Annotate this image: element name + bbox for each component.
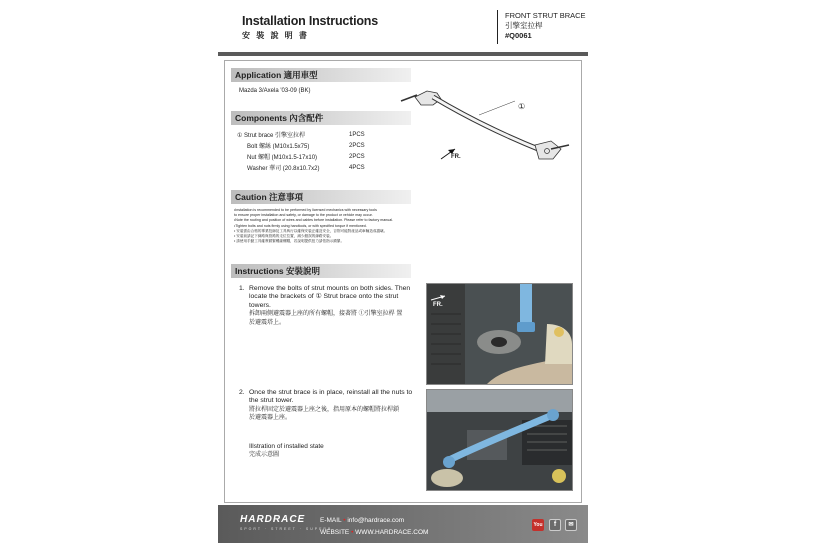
- strut-brace-diagram: [393, 75, 573, 175]
- brand-logo: HARDRACE: [240, 514, 306, 525]
- email-link[interactable]: info@hardrace.com: [347, 517, 405, 524]
- page-title: Installation Instructions: [242, 14, 378, 28]
- step-line: 將拉桿固定於避震器上座之後，指用原本的螺帽將拉桿鎖: [249, 406, 400, 413]
- brand-tagline: SPORT · STREET · SUPERB: [240, 527, 333, 531]
- website-label: WEBSITE: [320, 529, 350, 536]
- component-qty: 4PCS: [349, 165, 365, 171]
- caution-line: •Tighten bolts and nuts firmly using handtools, or with specified torque if mentioned.: [234, 223, 367, 228]
- step-line: the strut tower.: [249, 397, 294, 405]
- step-number: 1.: [239, 285, 245, 292]
- component-qty: 2PCS: [349, 143, 365, 149]
- part-number: #Q0061: [505, 31, 532, 40]
- step-line: 於避震塔上。: [249, 319, 286, 326]
- step-line: locate the brackets of ① Strut brace onto the strut: [249, 293, 399, 301]
- step-line: 拆卸兩側避震器上座的所有螺帽，接著將 ①引擎室拉桿 置: [249, 311, 403, 318]
- youtube-icon[interactable]: You: [532, 519, 544, 531]
- component-name: ① Strut brace 引擎室拉桿: [237, 133, 306, 139]
- product-name-zh: 引擎室拉桿: [505, 21, 543, 30]
- photo-direction-label: FR.: [433, 302, 443, 308]
- content-frame: [224, 60, 582, 503]
- caution-line: •Note the routing and position of wires and cables before installation. Please refer to factory manual.: [234, 218, 394, 223]
- product-info: [505, 11, 586, 41]
- caution-line: • 安裝需由合格的專業技師及工具執行以確保安裝正確及安全，否則可能對產品或車輛造成損壞。: [234, 228, 388, 233]
- installed-caption: [249, 443, 324, 460]
- caution-list: [234, 208, 494, 244]
- component-name: Nut 螺帽 (M10x1.5-17x10): [247, 155, 318, 161]
- vehicle-model: Mazda 3/Axela '03-09 (BK): [239, 88, 311, 94]
- facebook-icon[interactable]: f: [549, 519, 561, 531]
- header-divider: [497, 10, 498, 44]
- footer-email: [320, 517, 404, 524]
- step-line: 於避震器上座。: [249, 415, 292, 422]
- component-qty: 2PCS: [349, 154, 365, 160]
- caution-line: to ensure proper installation and safety, or damage to the product or vehicle may occur.: [234, 213, 373, 218]
- diagram-callout: ①: [518, 102, 526, 111]
- caution-line: • 請使用手動工具確實鎖緊螺絲螺帽，若說明提供扭力請依指示鎖緊。: [234, 239, 345, 244]
- step-line: towers.: [249, 301, 271, 309]
- step-line: Once the strut brace is in place, reinstall all the nuts to: [249, 389, 413, 396]
- website-link[interactable]: WWW.HARDRACE.COM: [355, 529, 429, 536]
- header-bar: [218, 52, 588, 56]
- components-heading: Components 內含配件: [231, 111, 411, 125]
- footer-website: [320, 529, 428, 536]
- component-qty: 1PCS: [349, 132, 365, 138]
- caution-line: • 安裝前請記下線路與管路的走位位置，減少錯誤的線路安裝。: [234, 234, 334, 239]
- footer: [218, 505, 588, 543]
- engine-bay-photo-2: [427, 390, 572, 490]
- component-name: Bolt 螺絲 (M10x1.5x75): [247, 144, 310, 150]
- email-label: E-MAIL: [320, 517, 342, 524]
- install-photo-2: [426, 389, 573, 491]
- engine-bay-photo-1: [427, 284, 572, 384]
- caution-line: •Installation is recommended to be performed by licensed mechanics with necessary tools: [234, 208, 377, 212]
- step-1-text: [249, 285, 429, 327]
- application-heading: Application 適用車型: [231, 68, 411, 82]
- step-line: Remove the bolts of strut mounts on both sides. Then: [249, 285, 411, 292]
- page-subtitle: 安 裝 說 明 書: [242, 31, 309, 40]
- instructions-heading: Instructions 安裝說明: [231, 264, 411, 278]
- wechat-icon[interactable]: ✉: [565, 519, 577, 531]
- diagram-direction-label: FR.: [451, 154, 461, 160]
- component-name: Washer 華司 (20.8x10.7x2): [247, 166, 320, 172]
- separator-dot: •: [351, 529, 356, 536]
- install-photo-1: [426, 283, 573, 385]
- installed-caption-en: Illstration of installed state: [249, 443, 324, 450]
- installed-caption-zh: 完成示意圖: [249, 452, 280, 459]
- separator-dot: •: [343, 517, 348, 524]
- product-name-en: FRONT STRUT BRACE: [505, 11, 586, 20]
- caution-heading: Caution 注意事項: [231, 190, 411, 204]
- step-2-text: [249, 389, 429, 423]
- instruction-sheet: [218, 0, 588, 543]
- step-number: 2.: [239, 389, 245, 396]
